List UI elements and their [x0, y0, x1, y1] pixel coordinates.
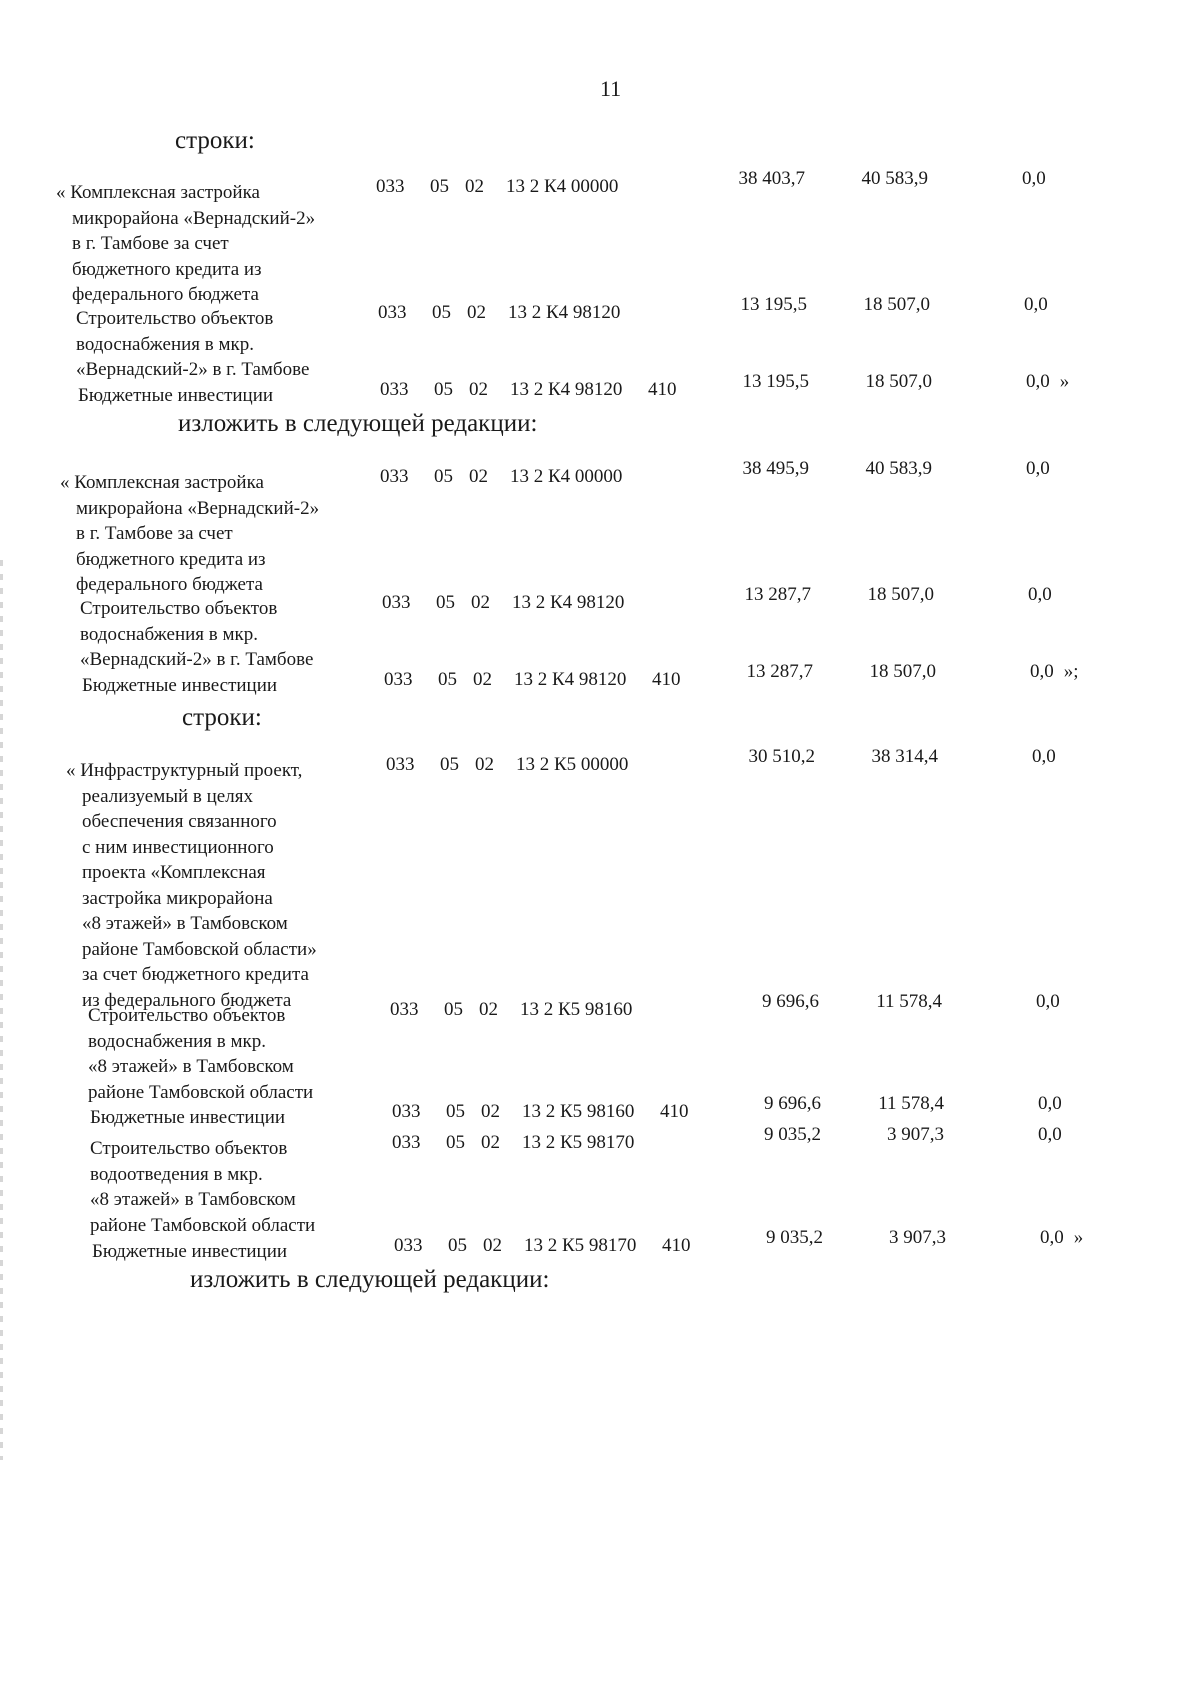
- row-name-line: с ним инвестиционного: [82, 836, 274, 858]
- amount-year-2: 18 507,0: [867, 584, 934, 605]
- code-expense-type: 410: [652, 669, 681, 690]
- row-name-line: Бюджетные инвестиции: [78, 385, 274, 406]
- amount-year-1: 9 035,2: [764, 1124, 821, 1145]
- amount-year-3-value: 0,0: [1040, 1227, 1064, 1248]
- code-ministry: 033: [382, 592, 411, 613]
- amount-year-2: 18 507,0: [869, 661, 936, 682]
- amount-year-1: 38 403,7: [738, 168, 805, 189]
- code-target: 13 2 К4 00000: [506, 176, 619, 197]
- code-subsection: 02: [471, 592, 490, 613]
- row-name-line: бюджетного кредита из: [72, 258, 262, 280]
- row-name-line: микрорайона «Вернадский-2»: [76, 497, 320, 519]
- amount-year-2: 3 907,3: [889, 1227, 946, 1248]
- row-name-line: в г. Тамбове за счет: [76, 523, 233, 544]
- amount-year-3-value: 0,0: [1038, 1093, 1062, 1114]
- row-name-line: водоснабжения в мкр.: [88, 1030, 267, 1052]
- code-subsection: 02: [481, 1132, 500, 1153]
- amount-year-2: 40 583,9: [861, 168, 928, 189]
- code-target: 13 2 К4 98120: [508, 302, 621, 323]
- page-number: 11: [600, 76, 622, 101]
- code-section: 05: [448, 1235, 467, 1256]
- row-name: [66, 758, 317, 1013]
- amount-year-3: [1032, 744, 1056, 770]
- row-name: [90, 1136, 315, 1238]
- amount-year-3: [1028, 582, 1052, 608]
- code-target: 13 2 К4 00000: [510, 466, 623, 487]
- row-name-line: Строительство объектов: [80, 598, 278, 619]
- row-name-line: Бюджетные инвестиции: [90, 1107, 286, 1128]
- code-target: 13 2 К4 98120: [510, 379, 623, 400]
- code-ministry: 033: [394, 1235, 423, 1256]
- row-name-line: за счет бюджетного кредита: [82, 964, 309, 985]
- amount-year-3-value: 0,0: [1024, 294, 1048, 315]
- code-section: 05: [434, 379, 453, 400]
- code-subsection: 02: [465, 176, 484, 197]
- row-name-line: бюджетного кредита из: [76, 548, 266, 570]
- code-ministry: 033: [380, 379, 409, 400]
- section-heading: строки:: [175, 127, 255, 154]
- section-heading: строки:: [182, 704, 262, 731]
- row-name-line: из федерального бюджета: [82, 989, 292, 1011]
- code-target: 13 2 К4 98120: [514, 669, 627, 690]
- code-subsection: 02: [479, 999, 498, 1020]
- amount-year-3-value: 0,0: [1026, 371, 1050, 392]
- row-name: [60, 470, 319, 598]
- code-section: 05: [446, 1101, 465, 1122]
- code-target: 13 2 К4 98120: [512, 592, 625, 613]
- code-section: 05: [434, 466, 453, 487]
- amount-year-3-value: 0,0: [1030, 661, 1054, 682]
- row-name-line: « Инфраструктурный проект,: [66, 760, 303, 781]
- closing-quote: »: [1059, 371, 1070, 392]
- amount-year-1: 13 287,7: [746, 661, 813, 682]
- code-target: 13 2 К5 98160: [520, 999, 633, 1020]
- amount-year-1: 38 495,9: [742, 458, 809, 479]
- code-subsection: 02: [475, 754, 494, 775]
- amount-year-1: 30 510,2: [748, 746, 815, 767]
- row-name-line: застройка микрорайона: [82, 887, 273, 909]
- amount-year-3-value: 0,0: [1022, 168, 1046, 189]
- code-expense-type: 410: [648, 379, 677, 400]
- code-ministry: 033: [378, 302, 407, 323]
- amount-year-2: 40 583,9: [865, 458, 932, 479]
- amount-year-3: [1026, 369, 1069, 395]
- amount-year-3-value: 0,0: [1026, 458, 1050, 479]
- row-name: [92, 1239, 287, 1265]
- code-section: 05: [430, 176, 449, 197]
- row-name-line: федерального бюджета: [76, 574, 263, 595]
- row-name-line: «8 этажей» в Тамбовском: [82, 913, 288, 934]
- code-section: 05: [438, 669, 457, 690]
- row-name-line: «Вернадский-2» в г. Тамбове: [80, 649, 314, 670]
- amount-year-3: [1038, 1091, 1062, 1117]
- code-subsection: 02: [469, 379, 488, 400]
- amount-year-3: [1026, 456, 1050, 482]
- row-name: [80, 596, 313, 673]
- amount-year-3: [1030, 659, 1079, 685]
- row-name-line: Строительство объектов: [90, 1138, 288, 1159]
- amount-year-2: 38 314,4: [871, 746, 938, 767]
- row-name-line: районе Тамбовской области: [90, 1214, 316, 1236]
- row-name: [76, 306, 309, 383]
- amount-year-3-value: 0,0: [1032, 746, 1056, 767]
- row-name-line: реализуемый в целях: [82, 785, 253, 807]
- amount-year-3: [1022, 166, 1046, 192]
- row-name-line: в г. Тамбове за счет: [72, 233, 229, 254]
- row-name-line: водоснабжения в мкр.: [80, 623, 259, 645]
- amount-year-2: 11 578,4: [876, 991, 942, 1012]
- amount-year-3-value: 0,0: [1038, 1124, 1062, 1145]
- section-heading: изложить в следующей редакции:: [190, 1266, 550, 1293]
- scan-edge-mark: [0, 560, 3, 1460]
- amount-year-1: 9 696,6: [764, 1093, 821, 1114]
- amount-year-1: 13 195,5: [742, 371, 809, 392]
- row-name-line: «8 этажей» в Тамбовском: [90, 1189, 296, 1210]
- row-name: [90, 1105, 285, 1131]
- code-target: 13 2 К5 98160: [522, 1101, 635, 1122]
- row-name: [78, 383, 273, 409]
- code-subsection: 02: [467, 302, 486, 323]
- code-ministry: 033: [380, 466, 409, 487]
- row-name-line: « Комплексная застройка: [56, 182, 260, 203]
- code-expense-type: 410: [662, 1235, 691, 1256]
- code-section: 05: [440, 754, 459, 775]
- row-name-line: проекта «Комплексная: [82, 862, 266, 883]
- row-name-line: микрорайона «Вернадский-2»: [72, 207, 316, 229]
- code-subsection: 02: [483, 1235, 502, 1256]
- row-name-line: Строительство объектов: [88, 1005, 286, 1026]
- closing-quote: »: [1073, 1227, 1084, 1248]
- code-ministry: 033: [392, 1101, 421, 1122]
- amount-year-2: 3 907,3: [887, 1124, 944, 1145]
- row-name: [56, 180, 315, 308]
- amount-year-1: 9 696,6: [762, 991, 819, 1012]
- row-name: [82, 673, 277, 699]
- code-target: 13 2 К5 00000: [516, 754, 629, 775]
- amount-year-2: 18 507,0: [865, 371, 932, 392]
- section-heading: изложить в следующей редакции:: [178, 410, 538, 437]
- row-name-line: обеспечения связанного: [82, 811, 277, 832]
- row-name-line: «8 этажей» в Тамбовском: [88, 1056, 294, 1077]
- amount-year-3-value: 0,0: [1028, 584, 1052, 605]
- code-subsection: 02: [469, 466, 488, 487]
- code-ministry: 033: [392, 1132, 421, 1153]
- amount-year-3: [1040, 1225, 1083, 1251]
- code-section: 05: [444, 999, 463, 1020]
- amount-year-1: 13 287,7: [744, 584, 811, 605]
- amount-year-3: [1036, 989, 1060, 1015]
- row-name-line: районе Тамбовской области: [88, 1081, 314, 1103]
- code-ministry: 033: [390, 999, 419, 1020]
- row-name-line: Бюджетные инвестиции: [82, 675, 278, 696]
- code-target: 13 2 К5 98170: [524, 1235, 637, 1256]
- row-name-line: «Вернадский-2» в г. Тамбове: [76, 359, 310, 380]
- code-target: 13 2 К5 98170: [522, 1132, 635, 1153]
- closing-quote: »;: [1063, 661, 1079, 682]
- code-section: 05: [446, 1132, 465, 1153]
- row-name: [88, 1003, 313, 1105]
- amount-year-1: 13 195,5: [740, 294, 807, 315]
- amount-year-3: [1038, 1122, 1062, 1148]
- amount-year-1: 9 035,2: [766, 1227, 823, 1248]
- code-ministry: 033: [384, 669, 413, 690]
- row-name-line: « Комплексная застройка: [60, 472, 264, 493]
- row-name-line: Бюджетные инвестиции: [92, 1241, 288, 1262]
- amount-year-3-value: 0,0: [1036, 991, 1060, 1012]
- row-name-line: водоотведения в мкр.: [90, 1163, 263, 1185]
- code-section: 05: [436, 592, 455, 613]
- amount-year-2: 18 507,0: [863, 294, 930, 315]
- code-expense-type: 410: [660, 1101, 689, 1122]
- code-ministry: 033: [386, 754, 415, 775]
- code-ministry: 033: [376, 176, 405, 197]
- row-name-line: районе Тамбовской области»: [82, 938, 317, 960]
- row-name-line: федерального бюджета: [72, 284, 259, 305]
- code-section: 05: [432, 302, 451, 323]
- row-name-line: Строительство объектов: [76, 308, 274, 329]
- code-subsection: 02: [473, 669, 492, 690]
- amount-year-2: 11 578,4: [878, 1093, 944, 1114]
- row-name-line: водоснабжения в мкр.: [76, 333, 255, 355]
- amount-year-3: [1024, 292, 1048, 318]
- code-subsection: 02: [481, 1101, 500, 1122]
